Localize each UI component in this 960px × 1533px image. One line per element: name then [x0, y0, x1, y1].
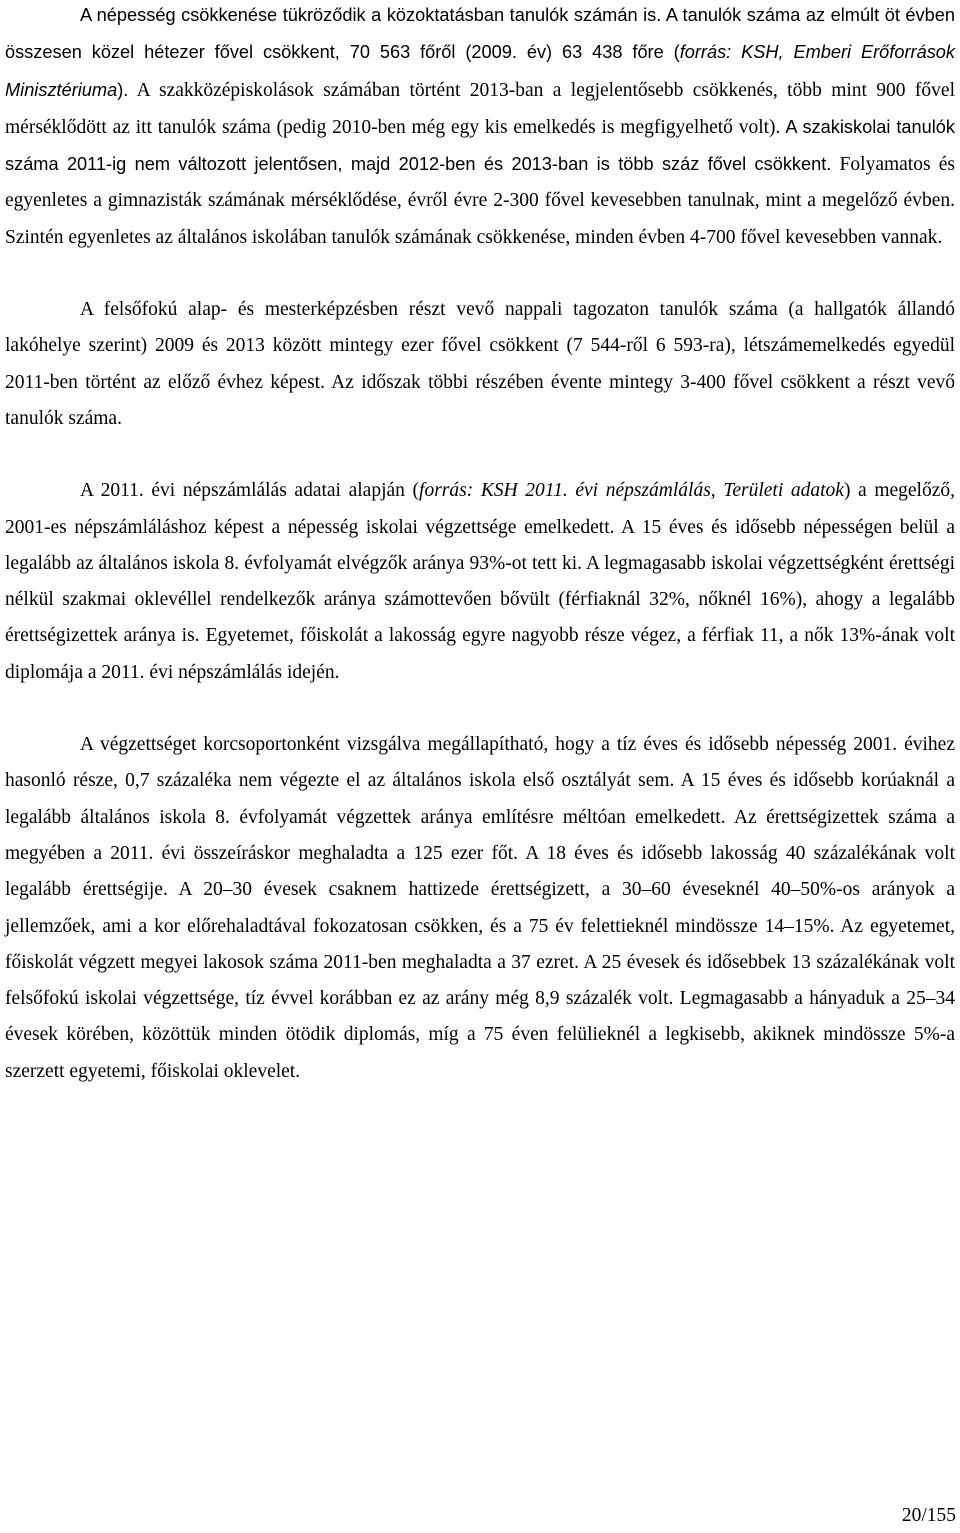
sentence-1: A népesség csökkenése tükröződik a közoktatásban tanulók számán is. A tanulók száma az elmúlt öt évben összesen közel hétezer fővel csökkent, 70 563 főről (2009. év) 63 438 főre ( [5, 5, 955, 63]
census-intro: A 2011. évi népszámlálás adatai alapján ( [80, 480, 420, 502]
paragraph-census-2011 [5, 473, 955, 691]
source-citation: forrás: KSH, Emberi Erőforrások Minisztériuma [5, 42, 955, 100]
census-body: ) a megelőző, 2001-es népszámláláshoz képest a népesség iskolai végzettsége emelkedett. A 15 éves és idősebb népességen belül a legalább az általános iskola 8. évfolyamát elvégzők aránya 93%-ot tett ki. A legmagasabb iskolai végzettségként érettségi nélkül szakmai oklevéllel rendelkezők aránya számottevően bővült (férfiaknál 32%, nőknél 16%), ahogy a legalább érettségizettek aránya is. Egyetemet, főiskolát a lakosság egyre nagyobb része végez, a férfiak 11, a nők 13%-ának volt diplomája a 2011. évi népszámlálás idején. [5, 480, 956, 683]
sentence-3: A szakiskolai tanulók száma 2011-ig nem változott jelentősen, majd 2012-ben és 2013-ban is több száz fővel csökkent. [5, 116, 956, 175]
document-page [5, 0, 955, 1090]
paragraph-public-education [5, 0, 955, 256]
sentence-4: Folyamatos és egyenletes a gimnazisták számának mérséklődése, évről évre 2-300 fővel kevesebben tanulnak, mint a megelőző évben. Szintén egyenletes az általános iskolában tanulók számának csökkenése, minden évben 4-700 fővel kevesebben vannak. [5, 154, 955, 248]
paragraph-age-groups: A végzettséget korcsoportonként vizsgálva megállapítható, hogy a tíz éves és idősebb népesség 2001. évihez hasonló része, 0,7 százaléka nem végezte el az általános iskola első osztályát sem. A 15 éves és idősebb korúaknál a legalább általános iskola 8. évfolyamát végzettek aránya említésre méltóan emelkedett. Az érettségizettek száma a megyében a 2011. évi összeíráskor meghaladta a 125 ezer főt. A 18 éves és idősebb lakosság 40 százalékának volt legalább érettségije. A 20–30 évesek csaknem hattizede érettségizett, a 30–60 éveseknél 40–50%-os arányok a jellemzőek, ami a kor előrehaladtával fokozatosan csökken, és a 75 év felettieknél mindössze 14–15%. Az egyetemet, főiskolát végzett megyei lakosok száma 2011-ben meghaladta a 37 ezret. A 25 évesek és idősebbek 13 százalékának volt felsőfokú iskolai végzettsége, tíz évvel korábban ez az arány még 8,9 százalék volt. Legmagasabb a hányaduk a 25–34 évesek körében, közöttük minden ötödik diplomás, míg a 75 éven felülieknél a legkisebb, akiknek mindössze 5%-a szerzett egyetemi, főiskolai oklevelet. [5, 734, 955, 1082]
census-source-citation: forrás: KSH 2011. évi népszámlálás, Területi adatok [419, 480, 844, 502]
page-number: 20/155 [901, 1505, 956, 1526]
sentence-1-end: ). [117, 79, 129, 100]
sentence-2: A szakközépiskolások számában történt 2013-ban a legjelentősebb csökkenés, több mint 900 fővel mérséklődött az itt tanulók száma (pedig 2010-ben még egy kis emelkedés is megfigyelhető volt). [5, 79, 955, 138]
paragraph-higher-education: A felsőfokú alap- és mesterképzésben részt vevő nappali tagozaton tanulók száma (a hallgatók állandó lakóhelye szerint) 2009 és 2013 között mintegy ezer fővel csökkent (7 544-ről 6 593-ra), létszámemelkedés egyedül 2011-ben történt az előző évhez képest. Az időszak többi részében évente mintegy 3-400 fővel csökkent a részt vevő tanulók száma. [5, 299, 955, 429]
